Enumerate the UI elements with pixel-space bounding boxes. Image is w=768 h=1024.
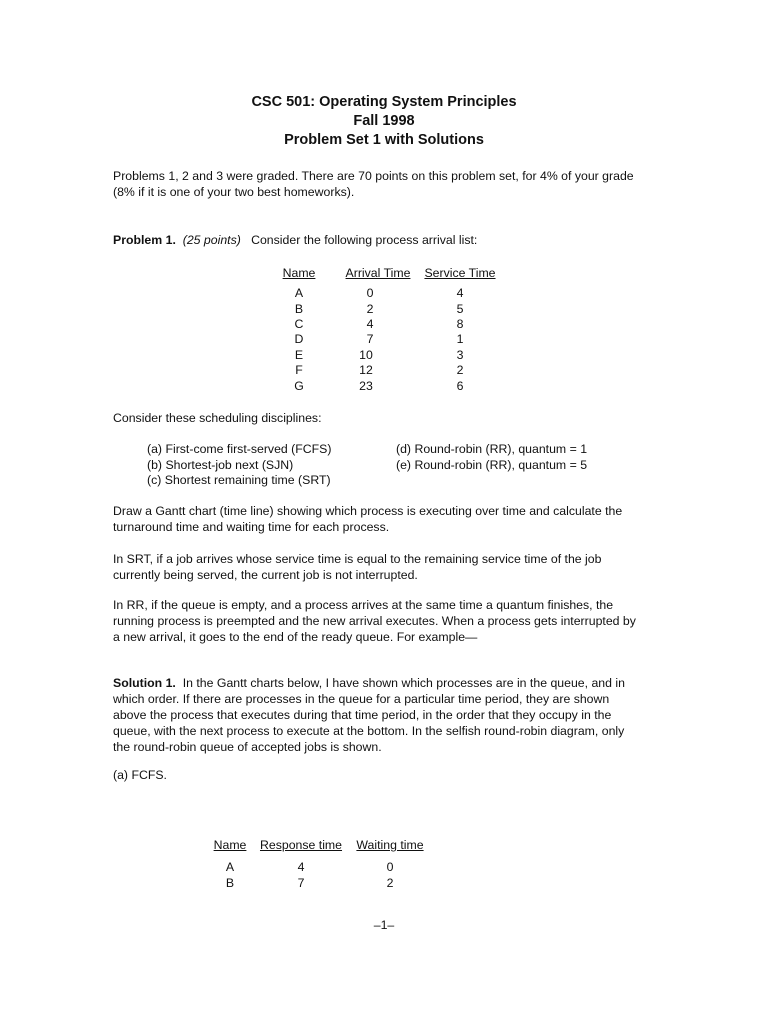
response-table [0, 838, 768, 898]
disciplines-left-list [147, 442, 397, 489]
arrival-cell: 12 [359, 363, 373, 377]
arrival-cell: C [294, 317, 304, 331]
paragraph-line [113, 675, 658, 691]
page-title: CSC 501: Operating System Principles [251, 94, 517, 110]
srt-rule-paragraph [113, 551, 658, 583]
paragraph-line: which order. If there are processes in the queue for a particular time period, they are shown [113, 692, 610, 706]
paragraph-line: In SRT, if a job arrives whose service time is equal to the remaining service time of the job [113, 552, 602, 566]
arrival-cell: 6 [456, 379, 464, 393]
paragraph-line: running process is preempted and the new arrival executes. When a process gets interrupted by [113, 614, 636, 628]
arrival-cell: G [294, 379, 304, 393]
solution-1-paragraph [113, 675, 658, 755]
discipline-item: (a) First-come first-served (FCFS) [147, 442, 332, 456]
response-cell: 0 [386, 860, 394, 874]
paragraph-line: above the process that executes during that time period, in the order that they occupy in the [113, 708, 612, 722]
arrival-cell: D [294, 332, 304, 346]
solution-label: Solution 1. [113, 676, 176, 690]
paragraph-line: a new arrival, it goes to the end of the ready queue. For example— [113, 630, 478, 644]
arrival-cell: 2 [456, 363, 464, 377]
response-cell: 2 [386, 876, 394, 890]
arrival-header-arrival: Arrival Time [345, 266, 411, 280]
discipline-item: (d) Round-robin (RR), quantum = 1 [396, 442, 588, 456]
page-number: –1– [373, 918, 395, 932]
arrival-header-service: Service Time [424, 266, 496, 280]
problem-points: (25 points) [182, 233, 241, 247]
arrival-table [0, 266, 768, 401]
paragraph-line: In RR, if the queue is empty, and a process arrives at the same time a quantum finishes, the [113, 598, 614, 612]
arrival-cell: B [294, 302, 304, 316]
arrival-cell: 7 [366, 332, 374, 346]
paragraph-line: the round-robin queue of accepted jobs is shown. [113, 740, 382, 754]
arrival-cell: E [294, 348, 304, 362]
response-header-response: Response time [259, 838, 343, 852]
arrival-cell: 8 [456, 317, 464, 331]
response-cell: B [225, 876, 235, 890]
arrival-cell: 4 [456, 286, 464, 300]
disciplines-intro: Consider these scheduling disciplines: [113, 411, 322, 425]
fcfs-label: (a) FCFS. [113, 768, 167, 782]
arrival-cell: 10 [359, 348, 373, 362]
page-subtitle-set: Problem Set 1 with Solutions [284, 132, 484, 148]
gantt-instructions-paragraph [113, 503, 658, 535]
arrival-cell: 23 [359, 379, 373, 393]
intro-line: (8% if it is one of your two best homeworks). [113, 185, 355, 199]
problem-1-heading [113, 232, 658, 248]
arrival-cell: 4 [366, 317, 374, 331]
intro-line: Problems 1, 2 and 3 were graded. There are 70 points on this problem set, for 4% of your grade [113, 169, 634, 183]
response-header-waiting: Waiting time [356, 838, 424, 852]
paragraph-line: turnaround time and waiting time for each process. [113, 520, 390, 534]
arrival-cell: A [294, 286, 304, 300]
response-cell: 7 [297, 876, 305, 890]
paragraph-line: queue, with the next process to execute at the bottom. In the selfish round-robin diagram, only [113, 724, 625, 738]
page-subtitle-term: Fall 1998 [353, 113, 415, 129]
arrival-cell: 5 [456, 302, 464, 316]
arrival-cell: F [295, 363, 303, 377]
discipline-item: (e) Round-robin (RR), quantum = 5 [396, 457, 588, 472]
arrival-cell: 1 [456, 332, 464, 346]
problem-label: Problem 1. [113, 233, 176, 247]
arrival-cell: 0 [366, 286, 374, 300]
response-cell: 4 [297, 860, 305, 874]
problem-text: Consider the following process arrival list: [251, 233, 478, 247]
response-cell: A [225, 860, 235, 874]
response-header-name: Name [213, 838, 247, 852]
paragraph-line: currently being served, the current job is not interrupted. [113, 568, 418, 582]
solution-text: In the Gantt charts below, I have shown which processes are in the queue, and in [182, 676, 625, 690]
disciplines-right-list [396, 442, 646, 473]
discipline-item: (b) Shortest-job next (SJN) [147, 457, 294, 472]
arrival-cell: 2 [366, 302, 374, 316]
arrival-header-name: Name [282, 266, 316, 280]
rr-rule-paragraph [113, 597, 658, 645]
arrival-cell: 3 [456, 348, 464, 362]
paragraph-line: Draw a Gantt chart (time line) showing which process is executing over time and calculate the [113, 504, 623, 518]
intro-paragraph [113, 168, 658, 200]
discipline-item: (c) Shortest remaining time (SRT) [147, 473, 331, 487]
